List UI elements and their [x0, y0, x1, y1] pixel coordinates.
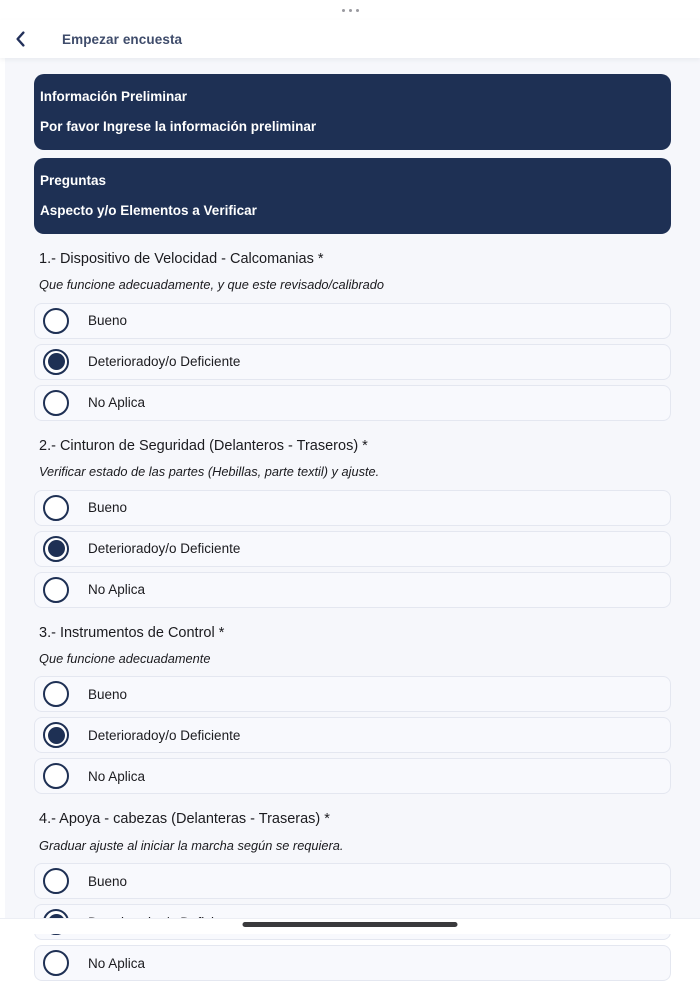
section-subtitle: Por favor Ingrese la información preliminar: [40, 118, 317, 134]
back-button[interactable]: [0, 20, 40, 58]
question-3: [34, 625, 671, 795]
radio-icon[interactable]: [43, 681, 69, 707]
option-label: Bueno: [88, 686, 128, 702]
ellipsis-handle-icon: [342, 9, 359, 12]
section-card-informacion-preliminar: [34, 74, 671, 150]
survey-content: [5, 58, 700, 981]
page-title: Empezar encuesta: [62, 31, 183, 47]
option-group: [34, 676, 671, 794]
section-title: Preguntas: [40, 173, 107, 189]
option-label: Bueno: [88, 873, 128, 889]
option-label: Bueno: [88, 313, 128, 329]
option-label: Deterioradoy/o Deficiente: [88, 354, 241, 370]
chevron-left-icon: [15, 31, 26, 47]
option-row[interactable]: [34, 344, 671, 380]
option-group: [34, 490, 671, 608]
question-title: 3.- Instrumentos de Control *: [39, 624, 225, 641]
option-label: Deterioradoy/o Deficiente: [88, 727, 241, 743]
question-title: 1.- Dispositivo de Velocidad - Calcomanias *: [39, 251, 324, 268]
radio-icon[interactable]: [43, 308, 69, 334]
question-title: 2.- Cinturon de Seguridad (Delanteros - Traseros) *: [39, 437, 368, 454]
section-card-preguntas: [34, 158, 671, 234]
question-title: 4.- Apoya - cabezas (Delanteras - Traseras) *: [39, 811, 330, 828]
radio-icon[interactable]: [43, 577, 69, 603]
radio-icon-selected[interactable]: [43, 536, 69, 562]
question-description: Que funcione adecuadamente, y que este revisado/calibrado: [39, 277, 385, 293]
option-row[interactable]: [34, 303, 671, 339]
home-indicator[interactable]: [243, 922, 458, 927]
option-label: Bueno: [88, 500, 128, 516]
option-group: [34, 303, 671, 421]
option-row[interactable]: [34, 676, 671, 712]
radio-icon[interactable]: [43, 950, 69, 976]
survey-scroll-area[interactable]: [0, 58, 700, 971]
option-row[interactable]: [34, 717, 671, 753]
section-title: Información Preliminar: [40, 89, 188, 104]
option-label: No Aplica: [88, 395, 146, 411]
radio-icon[interactable]: [43, 763, 69, 789]
question-description: Graduar ajuste al iniciar la marcha según se requiera.: [39, 837, 344, 853]
option-row[interactable]: [34, 572, 671, 608]
radio-icon[interactable]: [43, 495, 69, 521]
option-row[interactable]: [34, 758, 671, 794]
option-row[interactable]: [34, 385, 671, 421]
modal-drag-handle[interactable]: [0, 0, 700, 20]
question-description: Que funcione adecuadamente: [39, 650, 211, 666]
section-subtitle: Aspecto y/o Elementos a Verificar: [40, 202, 257, 218]
option-label: No Aplica: [88, 582, 146, 598]
radio-icon[interactable]: [43, 390, 69, 416]
radio-icon-selected[interactable]: [43, 722, 69, 748]
option-row[interactable]: [34, 490, 671, 526]
option-label: No Aplica: [88, 768, 146, 784]
option-label: Deterioradoy/o Deficiente: [88, 541, 241, 557]
option-row[interactable]: [34, 531, 671, 567]
radio-icon-selected[interactable]: [43, 349, 69, 375]
question-4: [34, 811, 671, 981]
question-description: Verificar estado de las partes (Hebillas, parte textil) y ajuste.: [39, 464, 380, 480]
app-header: [0, 20, 700, 58]
option-row[interactable]: [34, 863, 671, 899]
option-label: No Aplica: [88, 955, 146, 971]
question-1: [34, 251, 671, 421]
question-2: [34, 438, 671, 608]
option-row[interactable]: [34, 945, 671, 981]
radio-icon[interactable]: [43, 868, 69, 894]
